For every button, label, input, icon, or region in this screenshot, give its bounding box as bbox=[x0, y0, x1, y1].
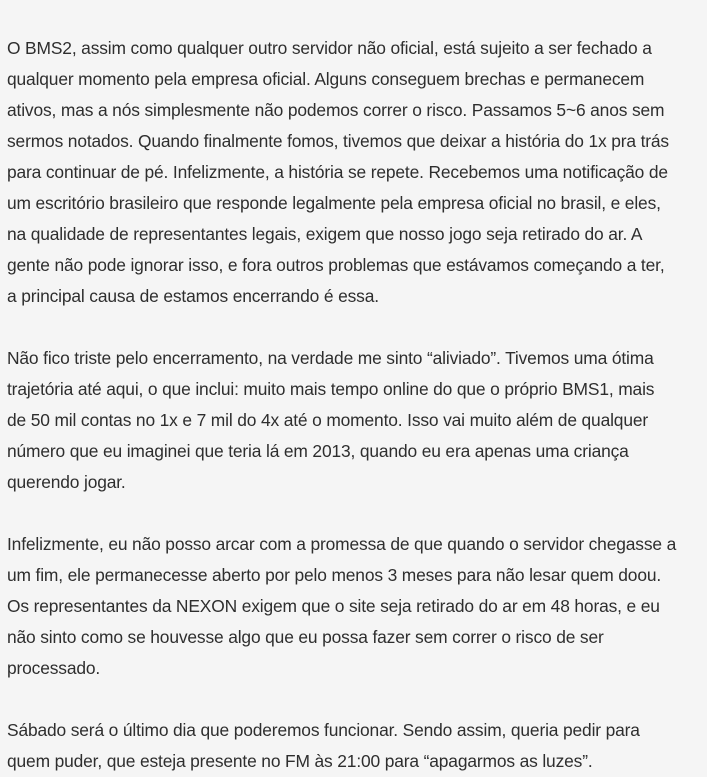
paragraph-line: O BMS2, assim como qualquer outro servidor não oficial, está sujeito a ser fechado a bbox=[7, 38, 652, 58]
paragraph-final-day bbox=[7, 715, 703, 777]
paragraph-line: Infelizmente, eu não posso arcar com a promessa de que quando o servidor chegasse a bbox=[7, 534, 677, 554]
paragraph-line: número que eu imaginei que teria lá em 2013, quando eu era apenas uma criança bbox=[7, 441, 629, 461]
paragraph-feelings-and-trajectory bbox=[7, 343, 703, 498]
paragraph-line: processado. bbox=[7, 658, 101, 678]
paragraph-line: gente não pode ignorar isso, e fora outros problemas que estávamos começando a ter, bbox=[7, 255, 665, 275]
paragraph-line: um escritório brasileiro que responde legalmente pela empresa oficial no brasil, e eles, bbox=[7, 193, 661, 213]
paragraph-line: quem puder, que esteja presente no FM às 21:00 para “apagarmos as luzes”. bbox=[7, 751, 593, 771]
paragraph-line: qualquer momento pela empresa oficial. Alguns conseguem brechas e permanecem bbox=[7, 69, 645, 89]
paragraph-donation-promise bbox=[7, 529, 703, 684]
paragraph-line: sermos notados. Quando finalmente fomos, tivemos que deixar a história do 1x pra trás bbox=[7, 131, 669, 151]
paragraph-line: trajetória até aqui, o que inclui: muito mais tempo online do que o próprio BMS1, mais bbox=[7, 379, 655, 399]
paragraph-line: Os representantes da NEXON exigem que o site seja retirado do ar em 48 horas, e eu bbox=[7, 596, 660, 616]
paragraph-line: a principal causa de estamos encerrando é essa. bbox=[7, 286, 379, 306]
paragraph-line: querendo jogar. bbox=[7, 472, 126, 492]
paragraph-line: na qualidade de representantes legais, exigem que nosso jogo seja retirado do ar. A bbox=[7, 224, 643, 244]
paragraph-line: Sábado será o último dia que poderemos funcionar. Sendo assim, queria pedir para bbox=[7, 720, 640, 740]
paragraph-line: não sinto como se houvesse algo que eu possa fazer sem correr o risco de ser bbox=[7, 627, 604, 647]
paragraph-line: ativos, mas a nós simplesmente não podemos correr o risco. Passamos 5~6 anos sem bbox=[7, 100, 665, 120]
paragraph-line: de 50 mil contas no 1x e 7 mil do 4x até o momento. Isso vai muito além de qualquer bbox=[7, 410, 649, 430]
paragraph-line: Não fico triste pelo encerramento, na verdade me sinto “aliviado”. Tivemos uma ótima bbox=[7, 348, 654, 368]
paragraph-line: um fim, ele permanecesse aberto por pelo menos 3 meses para não lesar quem doou. bbox=[7, 565, 662, 585]
paragraph-line: para continuar de pé. Infelizmente, a história se repete. Recebemos uma notificação de bbox=[7, 162, 668, 182]
paragraph-server-closure-reason bbox=[7, 33, 703, 312]
